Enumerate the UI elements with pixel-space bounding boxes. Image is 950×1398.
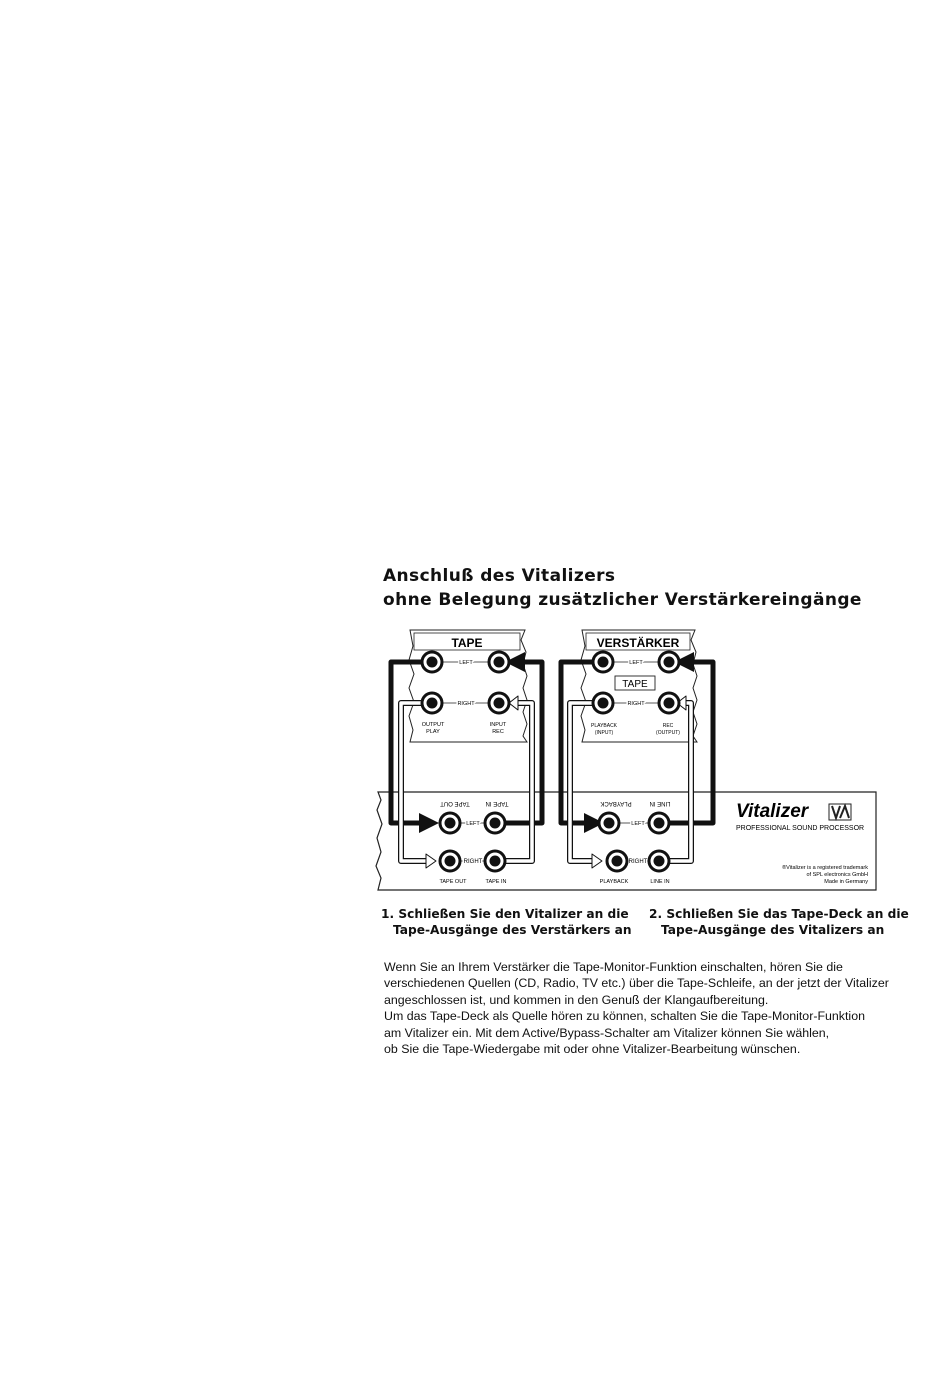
step-2-instruction	[649, 906, 909, 938]
body-line: verschiedenen Quellen (CD, Radio, TV etc.) über die Tape-Schleife, an der jetzt der Vitalizer	[384, 976, 889, 991]
amp-playback-label-2: (INPUT)	[594, 730, 614, 736]
jack-amp-rec-left	[659, 652, 679, 672]
vit-line-in-label: LINE IN	[650, 879, 670, 885]
tape-output-label-1: OUTPUT	[421, 722, 445, 728]
vit-right-label-a: RIGHT	[463, 859, 483, 865]
vit-tape-in-flipped: TAPE IN	[485, 800, 509, 806]
step-2-line-2: Tape-Ausgänge des Vitalizers an	[661, 923, 885, 937]
step-2-line-1: 2. Schließen Sie das Tape-Deck an die	[649, 907, 909, 921]
jack-vit-line-in-left	[649, 813, 669, 833]
jack-amp-playback-left	[593, 652, 613, 672]
jack-vit-tape-in-right	[485, 851, 505, 871]
body-line: ob Sie die Tape-Wiedergabe mit oder ohne Vitalizer-Bearbeitung wünschen.	[384, 1042, 801, 1057]
vit-playback-flipped: PLAYBACK	[600, 800, 632, 806]
amp-left-label: LEFT	[629, 660, 643, 666]
jack-tape-input-right	[489, 693, 509, 713]
jack-amp-playback-right	[593, 693, 613, 713]
step-1-instruction	[381, 906, 632, 938]
vitalizer-subtitle: PROFESSIONAL SOUND PROCESSOR	[736, 825, 865, 832]
vitalizer-trademark-2: of SPL electronics GmbH	[806, 872, 868, 878]
vit-left-label-a: LEFT	[466, 821, 480, 827]
step-1-line-1: 1. Schließen Sie den Vitalizer an die	[381, 907, 629, 921]
body-line: Wenn Sie an Ihrem Verstärker die Tape-Monitor-Funktion einschalten, hören Sie die	[384, 960, 843, 974]
jack-tape-output-left	[422, 652, 442, 672]
vit-playback-label: PLAYBACK	[599, 879, 629, 885]
body-line: angeschlossen ist, und kommen in den Genuß der Klangaufbereitung.	[384, 992, 769, 1007]
amp-rec-label-2: (OUTPUT)	[656, 730, 680, 736]
jack-vit-tape-out-left	[440, 813, 460, 833]
body-line: am Vitalizer ein. Mit dem Active/Bypass-Schalter am Vitalizer können Sie wählen,	[384, 1025, 830, 1040]
body-paragraph	[384, 959, 889, 1057]
vit-tape-in-label: TAPE IN	[485, 879, 507, 885]
vitalizer-logo-text: Vitalizer	[736, 801, 809, 822]
jack-vit-playback-right	[607, 851, 627, 871]
vitalizer-trademark-3: Made in Germany	[824, 879, 868, 885]
tape-right-label: RIGHT	[457, 701, 475, 707]
amp-unit-title: VERSTÄRKER	[596, 636, 680, 650]
amp-tape-box-label: TAPE	[622, 679, 648, 690]
body-line: Um das Tape-Deck als Quelle hören zu können, schalten Sie die Tape-Monitor-Funktion	[384, 1009, 865, 1024]
tape-output-label-2: PLAY	[426, 729, 440, 735]
amp-playback-label-1: PLAYBACK	[590, 723, 618, 729]
jack-amp-rec-right	[659, 693, 679, 713]
tape-input-label-1: INPUT	[489, 722, 507, 728]
tape-input-label-2: REC	[492, 729, 504, 735]
vit-tape-out-label: TAPE OUT	[439, 879, 467, 885]
amp-rec-label-1: REC	[662, 723, 674, 729]
title-line-2: ohne Belegung zusätzlicher Verstärkereingänge	[383, 590, 862, 610]
vitalizer-logo-icon	[829, 804, 851, 820]
tape-left-label: LEFT	[459, 660, 473, 666]
vit-left-label-b: LEFT	[631, 821, 645, 827]
jack-tape-output-right	[422, 693, 442, 713]
title-line-1: Anschluß des Vitalizers	[383, 566, 616, 586]
jack-tape-input-left	[489, 652, 509, 672]
vit-tape-out-flipped: TAPE OUT	[440, 800, 470, 806]
vit-line-in-flipped: LINE IN	[649, 800, 671, 806]
amp-right-label: RIGHT	[627, 701, 645, 707]
jack-vit-tape-out-right	[440, 851, 460, 871]
vit-right-label-b: RIGHT	[628, 859, 648, 865]
jack-vit-line-in-right	[649, 851, 669, 871]
step-1-line-2: Tape-Ausgänge des Verstärkers an	[393, 923, 632, 937]
jack-vit-tape-in-left	[485, 813, 505, 833]
vitalizer-trademark-1: ®Vitalizer is a registered trademark	[782, 865, 868, 871]
tape-unit-title: TAPE	[451, 636, 483, 650]
jack-vit-playback-left	[599, 813, 619, 833]
